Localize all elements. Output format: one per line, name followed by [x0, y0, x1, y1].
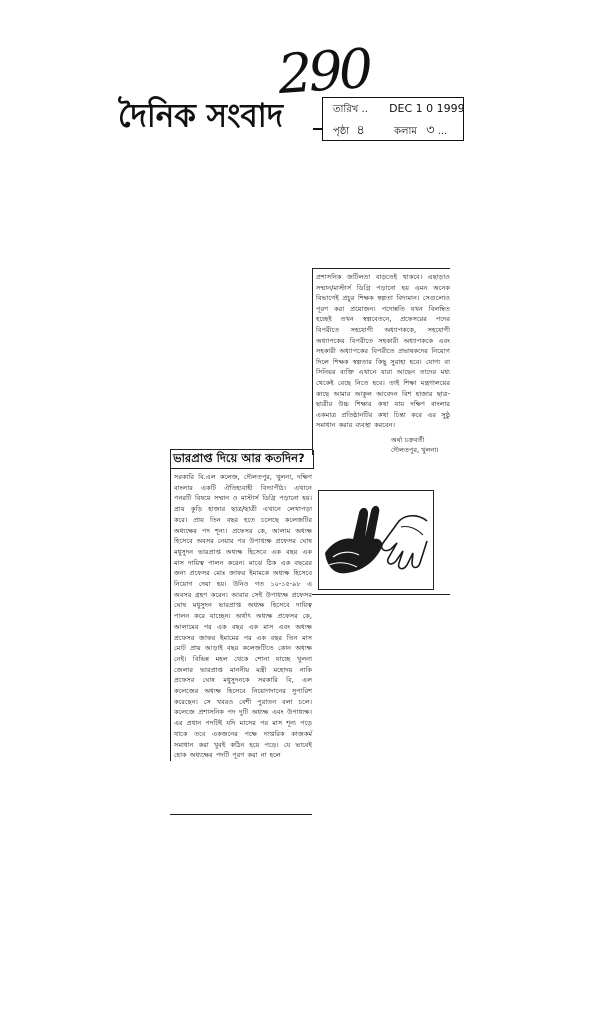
newspaper-masthead: দৈনিক সংবাদ: [118, 97, 284, 135]
stamp-column-value: ৩: [426, 123, 435, 138]
hands-icon: [319, 491, 433, 589]
stamp-date-value: DEC 1 0 1999: [389, 102, 465, 115]
illustration-box: [318, 490, 434, 590]
stamp-date-row: তারিখ .. DEC 1 0 1999: [333, 102, 465, 115]
archive-number: 290: [275, 36, 372, 107]
clipping-bottom-edge: [170, 814, 312, 815]
stamp-page-row: পৃষ্ঠা ৪ কলাম ৩ ...: [333, 123, 448, 138]
author-name: অর্ঘ্য চক্রবর্তী: [391, 435, 425, 444]
article-column-right: [312, 268, 450, 455]
author-place: দৌলতপুর, খুলনা।: [391, 445, 439, 454]
stamp-column-label: কলাম: [394, 126, 417, 137]
stamp-page-value: ৪: [356, 123, 365, 138]
stamp-date-label: তারিখ: [333, 104, 359, 115]
column-divider: [312, 594, 450, 595]
article-body-left: সরকারি বি.এল কলেজ, দৌলতপুর, খুলনা, দক্ষিণ বাংলার একটি ঐতিহ্যবাহী বিদ্যাপীঠ। এখানে পনরটি বিষয়ে সম্মান ও মাস্টার্স ডিগ্রি পড়ানো হয়। প্রায় কুড়ি হাজার ছাত্র/ছাত্রী এখানে লেখাপড়া করে। প্রায় তিন বছর হতে চলেছে কলেজটির অধ্যক্ষের পদ শূন্য। প্রফেসর কে, আলাম অধ্যক্ষ হিসেবে অবসর নেয়ার পর উপাধ্যক্ষ প্রফেসর ঘোষ মধুসুদন ভারপ্রাপ্ত অধ্যক্ষ হিসেবে এক বছর এক মাস দায়িত্ব পালন করেন। মাঝে ঠিক এক বছরের জন্য প্রফেসর মোঃ জাফর ইমামকে অধ্যক্ষ হিসেবে নিয়োগ দেয়া হয়। উনিও গত ১০-১৫-৯৮ এ অবসর গ্রহণ করেন। আবার সেই উপাধ্যক্ষ প্রফেসর ঘোষ মধুসুদন ভারপ্রাপ্ত অধ্যক্ষ হিসেবে দায়িত্ব পালন করে যাচ্ছেন। অর্থাৎ অধ্যক্ষ প্রফেসর কে, আলামের পর এক বছর এক মাস এবং অধ্যক্ষ প্রফেসর জাফর ইমামের পর এক বছর তিন মাস মোট প্রায় আড়াই বছর কলেজটিতে কোন অধ্যক্ষ নেই। বিভিন্ন মহল থেকে শোনা যাচ্ছে খুলনা জেলার ভারপ্রাপ্ত মাননীয় মন্ত্রী মহোদয় নাকি প্রফেসর ঘোষ মধুসুদনকে সরকারি বি, এল কলেজের অধ্যক্ষ হিসেবে নিয়োগদানের সুপারিশ করেছেন। সে খবরও বেশী পুরাতন বলা চলে। কলেজে প্রশাসনিক পদ দুটি অধ্যক্ষ এবং উপাধ্যক্ষ। এর প্রধান পদটিই যদি মাসের পর মাস শূন্য পড়ে থাকে তবে একজনের পক্ষে দাপ্তরিক কাজকর্ম সমাধান করা খুবই কঠিন হয়ে পড়ে। যে ভাবেই হোক অধ্যক্ষের পদটি পূরণ করা না হলে: [174, 473, 312, 760]
article-headline: ভারপ্রাপ্ত দিয়ে আর কতদিন?: [171, 450, 314, 469]
article-column-left: [170, 449, 312, 761]
author-signature: [316, 435, 450, 455]
clipping-stamp: [322, 97, 464, 141]
stamp-page-label: পৃষ্ঠা: [333, 126, 350, 137]
article-body-right: প্রশাসনিক জটিলতা বাড়তেই থাকবে। এছাড়াও সম্মান/মাস্টার্স ডিগ্রি পড়ানো হয় এমন অনেক বিভাগেই প্রচুর শিক্ষক স্বল্পতা বিদ্যমান। সেগুলোও পূরণ করা প্রয়োজন। পদোন্নতি যখন বিলম্বিত হচ্ছেই তখন স্বল্পবেতনে, প্রফেসরের পদের বিপরীতে সহযোগী অধ্যাপককে, সহযোগী অধ্যাপকের বিপরীতে সহকারী অধ্যাপককে এবং সহকারী অধ্যাপকের বিপরীতে প্রভাষকদের নিয়োগ দিলে শিক্ষক স্বল্পতার কিছু সুরাহা হবে। যোগ্য বা সিনিয়র ব্যক্তি এখানে যারা আছেন তাদের মধ্য থেকেই বেছে নিতে হবে। তাই শিক্ষা মন্ত্রণালয়ের কাছে আমার আকুল আবেদন বিশ হাজার ছাত্র-ছাত্রীর উচ্চ শিক্ষার কথা যায় দক্ষিণ বাংলার একমাত্র প্রতিষ্ঠানটির কথা চিন্তা করে এর সুষ্ঠু সমাধান করার ব্যবস্থা করবেন।: [316, 273, 450, 430]
stamp-mark: [313, 128, 323, 130]
